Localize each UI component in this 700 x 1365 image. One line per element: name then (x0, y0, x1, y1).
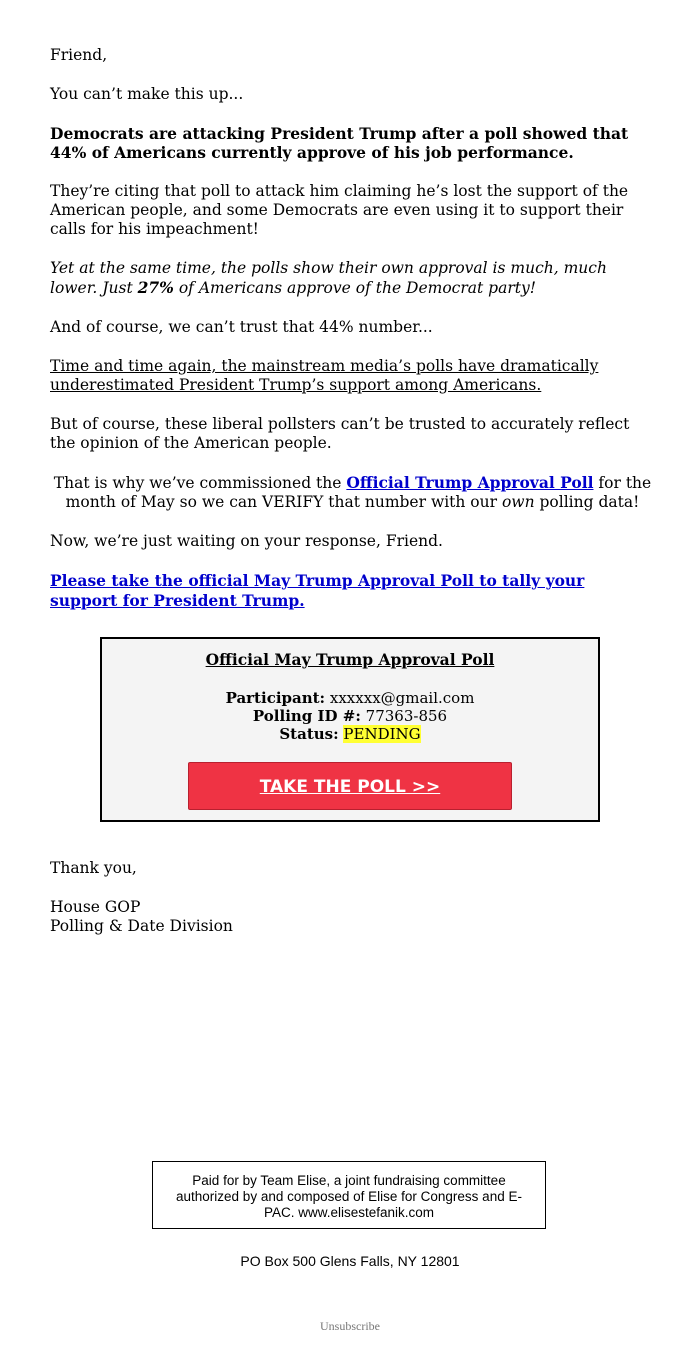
participant-value: xxxxxx@gmail.com (329, 689, 475, 707)
signoff (50, 859, 233, 936)
paragraph-cta (50, 571, 655, 611)
participant-row (102, 689, 598, 707)
commissioned-text-end: polling data! (534, 493, 640, 511)
signoff-thanks: Thank you, (50, 859, 137, 877)
polling-id-label: Polling ID #: (252, 707, 361, 725)
status-label: Status: (279, 725, 339, 743)
democrat-approval-text-start: Yet at the same time, the polls show their own approval is much, much lower. Just (50, 259, 607, 297)
paragraph-democrat-approval (50, 259, 655, 298)
poll-card (100, 637, 600, 822)
signoff-org: House GOP (50, 898, 141, 916)
paragraph-media-polls: Time and time again, the mainstream media’s polls have dramatically underestimated President Trump’s support among Americans. (50, 357, 599, 394)
take-the-poll-button[interactable]: TAKE THE POLL >> (188, 762, 512, 810)
signoff-division: Polling & Date Division (50, 917, 233, 935)
commissioned-own: own (501, 493, 535, 511)
democrat-approval-percent: 27% (137, 278, 174, 297)
email-body (50, 46, 655, 631)
headline: Democrats are attacking President Trump after a poll showed that 44% of Americans currently approve of his job performance. (50, 124, 629, 162)
paid-for-disclaimer: Paid for by Team Elise, a joint fundraising committee authorized by and composed of Elise for Congress and E-PAC. www.elisestefanik.com (152, 1161, 546, 1229)
paragraph-trust: And of course, we can’t trust that 44% number... (50, 318, 433, 336)
unsubscribe-link[interactable]: Unsubscribe (320, 1319, 380, 1333)
status-badge: PENDING (343, 725, 421, 743)
paragraph-waiting: Now, we’re just waiting on your response, Friend. (50, 532, 443, 550)
paragraph-commissioned (50, 473, 655, 512)
mailing-address: PO Box 500 Glens Falls, NY 12801 (240, 1253, 460, 1269)
paragraph-pollsters: But of course, these liberal pollsters can’t be trusted to accurately reflect the opinion of the American people. (50, 415, 630, 452)
status-row (102, 725, 598, 743)
commissioned-text-start: That is why we’ve commissioned the (53, 474, 347, 492)
polling-id-value: 77363-856 (365, 707, 448, 725)
official-poll-link[interactable]: Official Trump Approval Poll (346, 473, 594, 492)
commissioned-text-middle: for the month of May so we can VERIFY that number with our (65, 474, 652, 511)
poll-details (102, 689, 598, 743)
take-poll-link[interactable]: Please take the official May Trump Approval Poll to tally your support for President Trump. (50, 571, 585, 610)
greeting: Friend, (50, 46, 108, 64)
polling-id-row (102, 707, 598, 725)
paragraph-citing-poll: They’re citing that poll to attack him claiming he’s lost the support of the American people, and some Democrats are even using it to support their calls for his impeachment! (50, 182, 629, 238)
democrat-approval-text-end: of Americans approve of the Democrat party! (173, 279, 536, 297)
participant-label: Participant: (225, 689, 326, 707)
intro-line: You can’t make this up... (50, 85, 244, 103)
poll-title: Official May Trump Approval Poll (205, 650, 495, 669)
